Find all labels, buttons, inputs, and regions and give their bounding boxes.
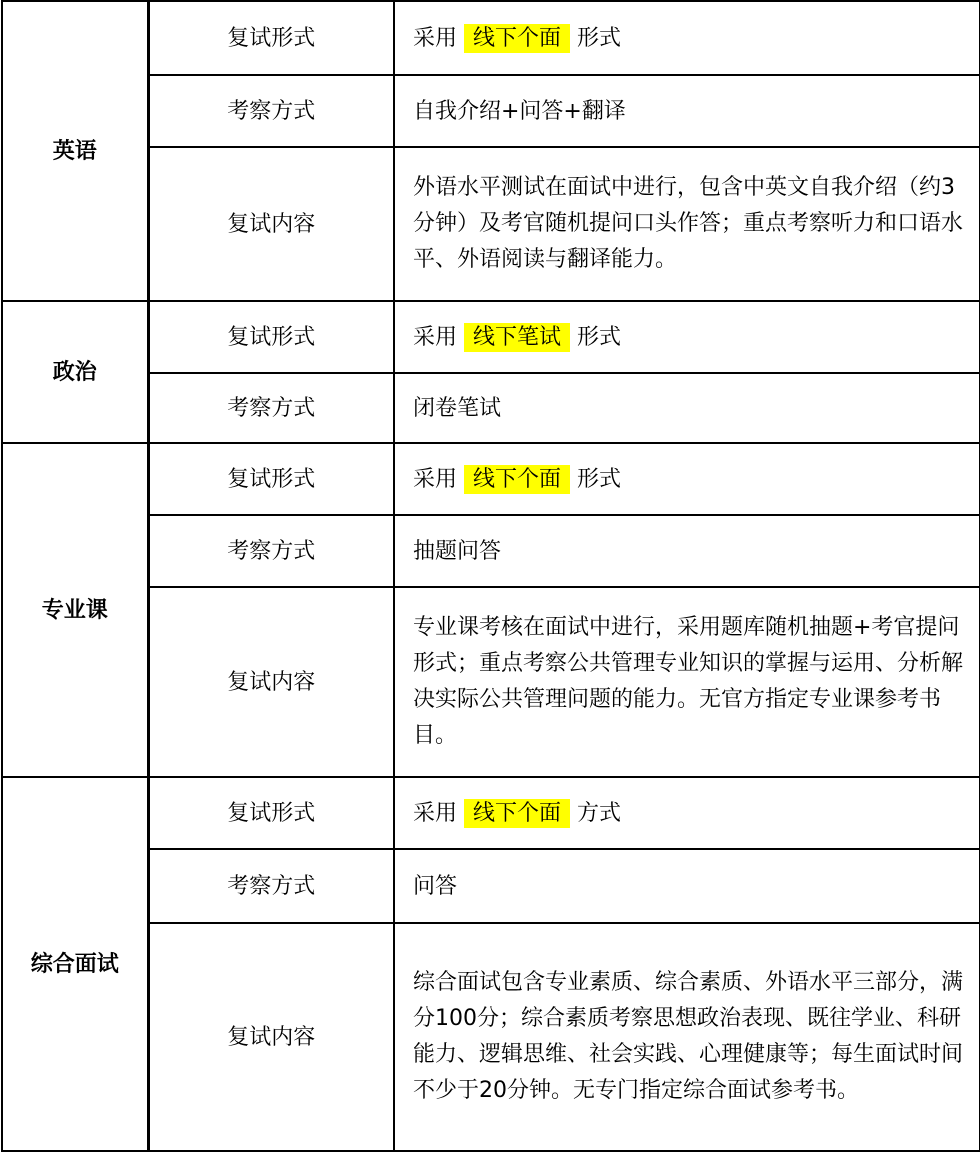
row-value: 问答 [394,849,980,923]
content-paragraph: 专业课考核在面试中进行，采用题库随机抽题+考官提问形式；重点考察公共管理专业知识的掌握与运用、分析解决实际公共管理问题的能力。无官方指定专业课参考书目。 [413,615,964,748]
value-suffix: 形式 [577,25,622,51]
row-value [394,147,980,301]
row-label: 复试内容 [148,923,394,1151]
row-value [394,777,980,849]
table-row [2,587,980,777]
row-value: 闭卷笔试 [394,373,980,443]
value-suffix: 形式 [577,466,622,492]
table-row [2,777,980,849]
subject-english: 英语 [2,1,148,301]
row-label: 复试形式 [148,777,394,849]
row-value: 自我介绍+问答+翻译 [394,75,980,147]
subject-comprehensive-interview: 综合面试 [2,777,148,1151]
row-label: 复试形式 [148,1,394,75]
row-value [394,923,980,1151]
value-prefix: 采用 [413,25,458,51]
row-value [394,587,980,777]
content-paragraph: 综合面试包含专业素质、综合素质、外语水平三部分，满分100分；综合素质考察思想政治表现、既往学业、科研能力、逻辑思维、社会实践、心理健康等；每生面试时间不少于20分钟。无专门指定综合面试参考书。 [413,970,964,1103]
row-value [394,1,980,75]
table-row [2,1,980,75]
row-value: 抽题问答 [394,515,980,587]
value-prefix: 采用 [413,324,458,350]
table-row [2,147,980,301]
table-row [2,923,980,1151]
value-prefix: 采用 [413,466,458,492]
row-label: 考察方式 [148,515,394,587]
row-label: 复试内容 [148,147,394,301]
row-label: 复试内容 [148,587,394,777]
highlighted-value: 线下个面 [464,799,570,828]
table-row [2,75,980,147]
row-value [394,443,980,515]
subject-major-course: 专业课 [2,443,148,777]
row-label: 复试形式 [148,301,394,373]
table-row [2,301,980,373]
row-label: 考察方式 [148,849,394,923]
row-label: 考察方式 [148,373,394,443]
retest-info-table [1,0,980,1152]
content-paragraph: 外语水平测试在面试中进行，包含中英文自我介绍（约3分钟）及考官随机提问口头作答；重点考察听力和口语水平、外语阅读与翻译能力。 [413,175,964,272]
table-row [2,515,980,587]
row-value [394,301,980,373]
table-row [2,849,980,923]
table-row [2,373,980,443]
value-suffix: 方式 [577,800,622,826]
highlighted-value: 线下笔试 [464,323,570,352]
value-suffix: 形式 [577,324,622,350]
subject-politics: 政治 [2,301,148,443]
value-prefix: 采用 [413,800,458,826]
row-label: 考察方式 [148,75,394,147]
table-row [2,443,980,515]
row-label: 复试形式 [148,443,394,515]
highlighted-value: 线下个面 [464,465,570,494]
highlighted-value: 线下个面 [464,24,570,53]
